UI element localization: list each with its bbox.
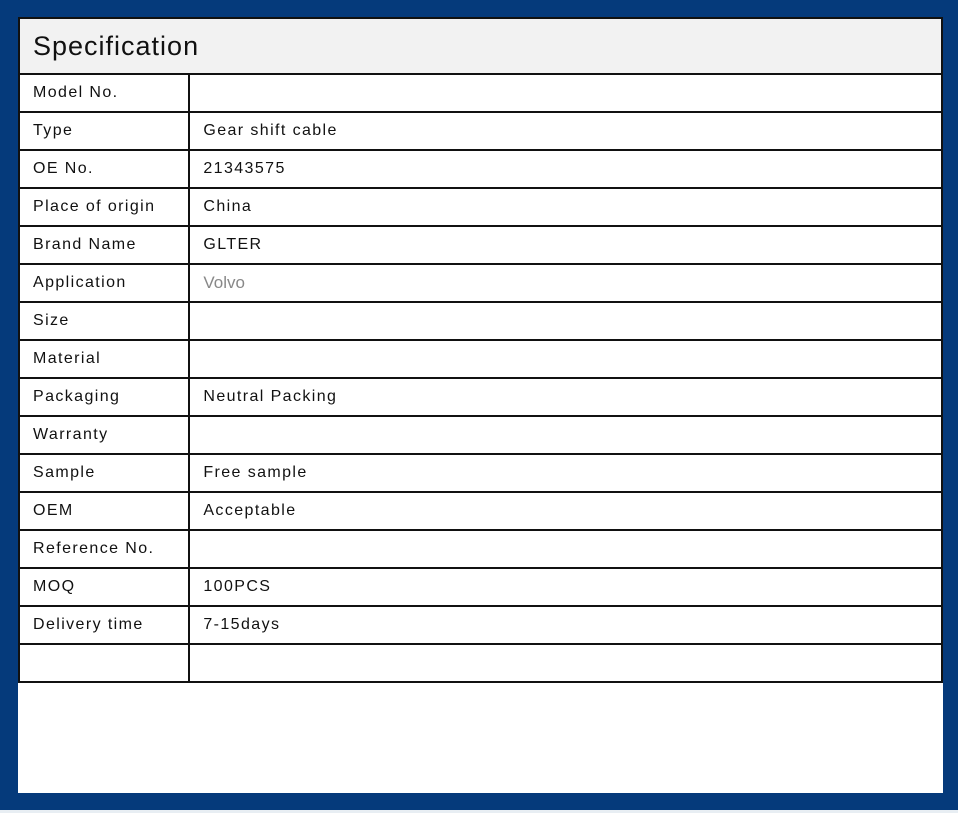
table-row xyxy=(19,226,942,264)
table-row xyxy=(19,378,942,416)
table-row xyxy=(19,188,942,226)
row-label: Application xyxy=(19,264,189,302)
row-value: Acceptable xyxy=(189,492,942,530)
table-row xyxy=(19,568,942,606)
row-label: Reference No. xyxy=(19,530,189,568)
table-row xyxy=(19,530,942,568)
row-label xyxy=(19,644,189,682)
specification-table xyxy=(18,17,943,683)
table-row xyxy=(19,454,942,492)
row-value xyxy=(189,416,942,454)
row-value xyxy=(189,340,942,378)
row-value: Volvo xyxy=(189,264,942,302)
row-label: Place of origin xyxy=(19,188,189,226)
row-value xyxy=(189,530,942,568)
row-value: Gear shift cable xyxy=(189,112,942,150)
row-label: Model No. xyxy=(19,74,189,112)
row-value xyxy=(189,302,942,340)
row-label: Brand Name xyxy=(19,226,189,264)
row-value: Free sample xyxy=(189,454,942,492)
table-row xyxy=(19,416,942,454)
row-label: Packaging xyxy=(19,378,189,416)
specification-panel xyxy=(18,17,943,793)
row-label: Warranty xyxy=(19,416,189,454)
row-value: 21343575 xyxy=(189,150,942,188)
row-label: Size xyxy=(19,302,189,340)
row-value: GLTER xyxy=(189,226,942,264)
row-label: Type xyxy=(19,112,189,150)
table-row xyxy=(19,644,942,682)
table-row xyxy=(19,606,942,644)
row-label: OEM xyxy=(19,492,189,530)
table-row xyxy=(19,492,942,530)
row-value: China xyxy=(189,188,942,226)
row-value: 100PCS xyxy=(189,568,942,606)
row-value xyxy=(189,644,942,682)
table-row xyxy=(19,112,942,150)
row-label: MOQ xyxy=(19,568,189,606)
table-row xyxy=(19,264,942,302)
row-label: Sample xyxy=(19,454,189,492)
table-row xyxy=(19,302,942,340)
row-label: Material xyxy=(19,340,189,378)
row-value: 7-15days xyxy=(189,606,942,644)
row-label: OE No. xyxy=(19,150,189,188)
row-value: Neutral Packing xyxy=(189,378,942,416)
table-title: Specification xyxy=(19,18,942,74)
table-row xyxy=(19,340,942,378)
row-value xyxy=(189,74,942,112)
table-row xyxy=(19,150,942,188)
row-label: Delivery time xyxy=(19,606,189,644)
table-row xyxy=(19,74,942,112)
